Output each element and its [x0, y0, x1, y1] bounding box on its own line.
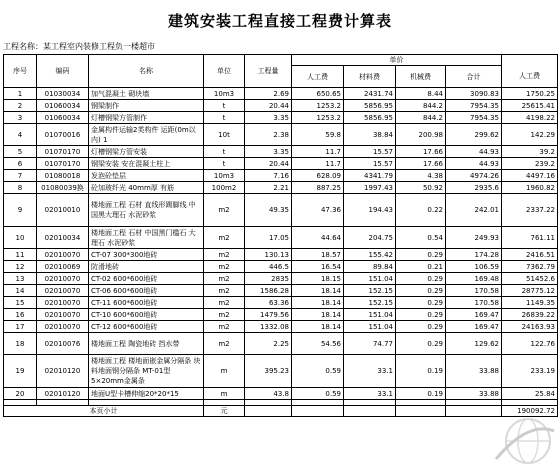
cell-code: 02010070: [37, 285, 89, 297]
header-code: 编码: [37, 55, 89, 88]
cell-unit: t: [204, 100, 245, 112]
cell-labor: 16.54: [292, 261, 344, 273]
header-row-1: [4, 55, 558, 66]
cell-total: 249.93: [446, 227, 502, 249]
cell-labor-total: 28775.12: [502, 285, 558, 297]
cell-qty: 3.35: [245, 112, 292, 124]
table-row: [4, 388, 558, 400]
cell-name: 灯槽钢梁方管安装: [89, 146, 204, 158]
cell-unit: m2: [204, 321, 245, 333]
cell-code: 01070170: [37, 158, 89, 170]
cell-labor-total: 1960.82: [502, 182, 558, 194]
cell-total: 7954.35: [446, 112, 502, 124]
cell-labor: 54.56: [292, 333, 344, 355]
cell-machine: 0.29: [396, 321, 446, 333]
cell-labor: 628.09: [292, 170, 344, 182]
subtotal-empty-cell: [245, 406, 292, 417]
cell-qty: 1479.56: [245, 309, 292, 321]
cell-total: 170.58: [446, 285, 502, 297]
table-row: [4, 170, 558, 182]
header-blank: [502, 55, 558, 66]
table-row: [4, 309, 558, 321]
cell-name: CT-12 600*600地砖: [89, 321, 204, 333]
cell-seq: 19: [4, 355, 37, 388]
cell-code: 02010070: [37, 309, 89, 321]
cell-labor: 1253.2: [292, 112, 344, 124]
cell-name: 楼地面工程 楼地面嵌金属分隔条 块料地面钢分隔条 MT-01型5×20mm金属条: [89, 355, 204, 388]
cell-labor-total: 25.84: [502, 388, 558, 400]
cell-qty: 446.5: [245, 261, 292, 273]
cell-labor: 18.14: [292, 309, 344, 321]
cell-material: 155.42: [344, 249, 396, 261]
table-row: [4, 112, 558, 124]
header-unit: 单位: [204, 55, 245, 88]
cell-machine: 50.92: [396, 182, 446, 194]
table-row: [4, 333, 558, 355]
cell-labor: 47.36: [292, 194, 344, 227]
table-row: [4, 285, 558, 297]
header-total: 合计: [446, 66, 502, 88]
cell-material: 15.57: [344, 146, 396, 158]
cell-qty: 43.8: [245, 388, 292, 400]
cell-name: CT-06 600*600地砖: [89, 285, 204, 297]
cell-machine: 0.29: [396, 273, 446, 285]
cell-seq: 15: [4, 297, 37, 309]
cell-labor-total: 1750.25: [502, 88, 558, 100]
cell-seq: 8: [4, 182, 37, 194]
cell-total: 169.47: [446, 309, 502, 321]
cell-name: 楼地面工程 陶瓷地砖 挡水带: [89, 333, 204, 355]
table-row: [4, 194, 558, 227]
cell-qty: 2.69: [245, 88, 292, 100]
cell-name: 钢梁制作: [89, 100, 204, 112]
cell-total: 44.93: [446, 146, 502, 158]
table-row: [4, 355, 558, 388]
header-seq: 序号: [4, 55, 37, 88]
cell-machine: 17.66: [396, 146, 446, 158]
table-row: [4, 146, 558, 158]
cell-labor-total: 4497.16: [502, 170, 558, 182]
table-row: [4, 124, 558, 146]
cell-labor: 1253.2: [292, 100, 344, 112]
cell-labor-total: 39.2: [502, 146, 558, 158]
cell-material: 33.1: [344, 355, 396, 388]
cell-qty: 1332.08: [245, 321, 292, 333]
cell-material: 89.84: [344, 261, 396, 273]
cell-seq: 10: [4, 227, 37, 249]
cell-total: 299.62: [446, 124, 502, 146]
header-labor: 人工费: [292, 66, 344, 88]
cell-qty: 3.35: [245, 146, 292, 158]
cell-name: 发泡砼垫层: [89, 170, 204, 182]
cell-name: CT-10 600*600地砖: [89, 309, 204, 321]
cell-code: 02010070: [37, 273, 89, 285]
cell-labor: 18.14: [292, 285, 344, 297]
cell-machine: 4.38: [396, 170, 446, 182]
table-row: [4, 261, 558, 273]
cell-material: 152.15: [344, 285, 396, 297]
table-row: [4, 273, 558, 285]
cell-unit: m2: [204, 194, 245, 227]
cell-machine: 0.29: [396, 297, 446, 309]
cell-total: 174.28: [446, 249, 502, 261]
cell-labor-total: 761.11: [502, 227, 558, 249]
cell-unit: t: [204, 158, 245, 170]
cell-total: 169.48: [446, 273, 502, 285]
project-name: 工程名称：某工程室内装修工程负一楼超市: [3, 42, 155, 51]
cell-unit: m2: [204, 333, 245, 355]
cell-machine: 0.29: [396, 333, 446, 355]
cell-total: 169.47: [446, 321, 502, 333]
cell-code: 01060034: [37, 100, 89, 112]
cell-total: 33.88: [446, 355, 502, 388]
cell-material: 151.04: [344, 321, 396, 333]
cell-labor-total: 239.2: [502, 158, 558, 170]
cell-labor-total: 7362.79: [502, 261, 558, 273]
cell-seq: 1: [4, 88, 37, 100]
cell-material: 74.77: [344, 333, 396, 355]
cell-code: 01080018: [37, 170, 89, 182]
cell-seq: 3: [4, 112, 37, 124]
cell-material: 151.04: [344, 273, 396, 285]
cell-material: 5856.95: [344, 112, 396, 124]
cell-total: 33.88: [446, 388, 502, 400]
cell-labor: 11.7: [292, 146, 344, 158]
cell-machine: 0.29: [396, 249, 446, 261]
cell-labor: 18.57: [292, 249, 344, 261]
cell-name: 金属构件运输2类构件 运距(0m以内) 1: [89, 124, 204, 146]
cell-code: 02010120: [37, 355, 89, 388]
cell-material: 204.75: [344, 227, 396, 249]
cost-table: [3, 54, 558, 417]
cell-qty: 20.44: [245, 100, 292, 112]
cell-seq: 14: [4, 285, 37, 297]
cell-qty: 130.13: [245, 249, 292, 261]
cell-code: 01070016: [37, 124, 89, 146]
cell-code: 01080039换: [37, 182, 89, 194]
cell-total: 129.62: [446, 333, 502, 355]
cell-material: 194.43: [344, 194, 396, 227]
table-row: [4, 88, 558, 100]
page-title: 建筑安装工程直接工程费计算表: [167, 12, 392, 30]
cell-code: 02010076: [37, 333, 89, 355]
cell-labor: 0.59: [292, 388, 344, 400]
cell-code: 02010070: [37, 297, 89, 309]
cell-unit: m: [204, 355, 245, 388]
table-row: [4, 182, 558, 194]
cell-seq: 11: [4, 249, 37, 261]
cell-labor-total: 142.29: [502, 124, 558, 146]
cell-labor: 0.59: [292, 355, 344, 388]
table-row: [4, 227, 558, 249]
cell-total: 242.01: [446, 194, 502, 227]
cell-machine: 0.22: [396, 194, 446, 227]
cell-name: 地面U型卡槽伸缩20*20*15: [89, 388, 204, 400]
cell-machine: 0.29: [396, 285, 446, 297]
cell-qty: 2.38: [245, 124, 292, 146]
cell-qty: 49.35: [245, 194, 292, 227]
cell-qty: 2.25: [245, 333, 292, 355]
cell-labor: 59.8: [292, 124, 344, 146]
cell-qty: 395.23: [245, 355, 292, 388]
cell-name: CT-02 600*600地砖: [89, 273, 204, 285]
cell-qty: 17.05: [245, 227, 292, 249]
cell-unit: t: [204, 112, 245, 124]
cell-unit: t: [204, 146, 245, 158]
cell-total: 2935.6: [446, 182, 502, 194]
cell-material: 38.84: [344, 124, 396, 146]
cell-code: 02010120: [37, 388, 89, 400]
cell-name: CT-07 300*300地砖: [89, 249, 204, 261]
cell-unit: 10m3: [204, 170, 245, 182]
cell-machine: 844.2: [396, 100, 446, 112]
cell-code: 01070170: [37, 146, 89, 158]
cell-seq: 12: [4, 261, 37, 273]
cell-machine: 0.29: [396, 309, 446, 321]
cell-qty: 63.36: [245, 297, 292, 309]
cell-code: 02010070: [37, 249, 89, 261]
subtotal-value: 190092.72: [502, 406, 558, 417]
cell-code: 01030034: [37, 88, 89, 100]
cell-seq: 4: [4, 124, 37, 146]
cell-labor-total: 25615.41: [502, 100, 558, 112]
cell-unit: 10m3: [204, 88, 245, 100]
cell-machine: 0.19: [396, 388, 446, 400]
cell-seq: 5: [4, 146, 37, 158]
cell-total: 3090.83: [446, 88, 502, 100]
cell-material: 2431.74: [344, 88, 396, 100]
cell-code: 02010010: [37, 194, 89, 227]
cell-name: 灯槽钢梁方管制作: [89, 112, 204, 124]
subtotal-row: [4, 406, 558, 417]
cell-seq: 7: [4, 170, 37, 182]
subtotal-empty-cell: [292, 406, 344, 417]
cell-code: 02010034: [37, 227, 89, 249]
cell-code: 01060034: [37, 112, 89, 124]
cell-material: 5856.95: [344, 100, 396, 112]
cell-material: 1997.43: [344, 182, 396, 194]
cell-labor-total: 26839.22: [502, 309, 558, 321]
cell-name: 防滑地砖: [89, 261, 204, 273]
cell-name: CT-11 600*600地砖: [89, 297, 204, 309]
cell-qty: 20.44: [245, 158, 292, 170]
cell-seq: 18: [4, 333, 37, 355]
subtotal-empty-cell: [344, 406, 396, 417]
cell-machine: 200.98: [396, 124, 446, 146]
cell-unit: m2: [204, 273, 245, 285]
cell-seq: 6: [4, 158, 37, 170]
table-row: [4, 297, 558, 309]
table-row: [4, 100, 558, 112]
table-row: [4, 249, 558, 261]
cell-unit: m2: [204, 285, 245, 297]
cell-labor: 18.15: [292, 273, 344, 285]
cell-labor: 650.65: [292, 88, 344, 100]
subtotal-unit: 元: [204, 406, 245, 417]
cell-labor-total: 51452.6: [502, 273, 558, 285]
cell-total: 44.93: [446, 158, 502, 170]
cell-labor: 18.14: [292, 321, 344, 333]
cell-seq: 20: [4, 388, 37, 400]
header-machine: 机械费: [396, 66, 446, 88]
cell-unit: 10t: [204, 124, 245, 146]
cell-qty: 7.16: [245, 170, 292, 182]
cell-material: 152.15: [344, 297, 396, 309]
cell-machine: 0.54: [396, 227, 446, 249]
cell-labor-total: 4198.22: [502, 112, 558, 124]
cell-seq: 16: [4, 309, 37, 321]
cell-unit: m2: [204, 309, 245, 321]
cell-seq: 17: [4, 321, 37, 333]
cell-name: 加气混凝土 砌块墙: [89, 88, 204, 100]
cell-unit: m2: [204, 227, 245, 249]
cell-unit: 100m2: [204, 182, 245, 194]
table-row: [4, 158, 558, 170]
cell-machine: 844.2: [396, 112, 446, 124]
cell-unit: m2: [204, 297, 245, 309]
cell-name: 钢梁安装 安在混凝土柱上: [89, 158, 204, 170]
cell-labor: 18.14: [292, 297, 344, 309]
cell-material: 33.1: [344, 388, 396, 400]
header-qty: 工程量: [245, 55, 292, 88]
cell-labor-total: 1149.35: [502, 297, 558, 309]
cell-machine: 0.21: [396, 261, 446, 273]
subtotal-empty-cell: [396, 406, 446, 417]
cell-unit: m2: [204, 261, 245, 273]
cell-name: 楼地面工程 石材 中国黑门槛石 大理石 水泥砂浆: [89, 227, 204, 249]
cell-total: 4974.26: [446, 170, 502, 182]
cell-qty: 1586.28: [245, 285, 292, 297]
header-material: 材料费: [344, 66, 396, 88]
cell-labor: 887.25: [292, 182, 344, 194]
cell-labor: 44.64: [292, 227, 344, 249]
cell-total: 106.59: [446, 261, 502, 273]
cell-qty: 2.21: [245, 182, 292, 194]
cell-labor-total: 2337.22: [502, 194, 558, 227]
cell-material: 15.57: [344, 158, 396, 170]
subtotal-label: 本页小计: [4, 406, 204, 417]
header-labor-total: 人工费: [502, 66, 558, 88]
cell-machine: 0.19: [396, 355, 446, 388]
cell-code: 02010069: [37, 261, 89, 273]
cell-unit: m2: [204, 249, 245, 261]
cell-machine: 17.66: [396, 158, 446, 170]
cell-labor-total: 2416.51: [502, 249, 558, 261]
cell-labor-total: 233.19: [502, 355, 558, 388]
cell-labor-total: 24163.93: [502, 321, 558, 333]
cell-machine: 8.44: [396, 88, 446, 100]
cell-qty: 2835: [245, 273, 292, 285]
cell-seq: 9: [4, 194, 37, 227]
cell-name: 楼地面工程 石材 直线形踢脚线 中国黑大理石 水泥砂浆: [89, 194, 204, 227]
cell-labor-total: 122.76: [502, 333, 558, 355]
header-name: 名称: [89, 55, 204, 88]
cell-material: 151.04: [344, 309, 396, 321]
cell-unit: m: [204, 388, 245, 400]
cell-total: 7954.35: [446, 100, 502, 112]
cell-seq: 13: [4, 273, 37, 285]
cell-name: 砼加玻纤光 40mm厚 有筋: [89, 182, 204, 194]
cell-material: 4341.79: [344, 170, 396, 182]
cell-total: 170.58: [446, 297, 502, 309]
subtotal-empty-cell: [446, 406, 502, 417]
header-unit-price: 单价: [292, 55, 502, 66]
cell-seq: 2: [4, 100, 37, 112]
table-row: [4, 321, 558, 333]
cell-code: 02010070: [37, 321, 89, 333]
cell-labor: 11.7: [292, 158, 344, 170]
